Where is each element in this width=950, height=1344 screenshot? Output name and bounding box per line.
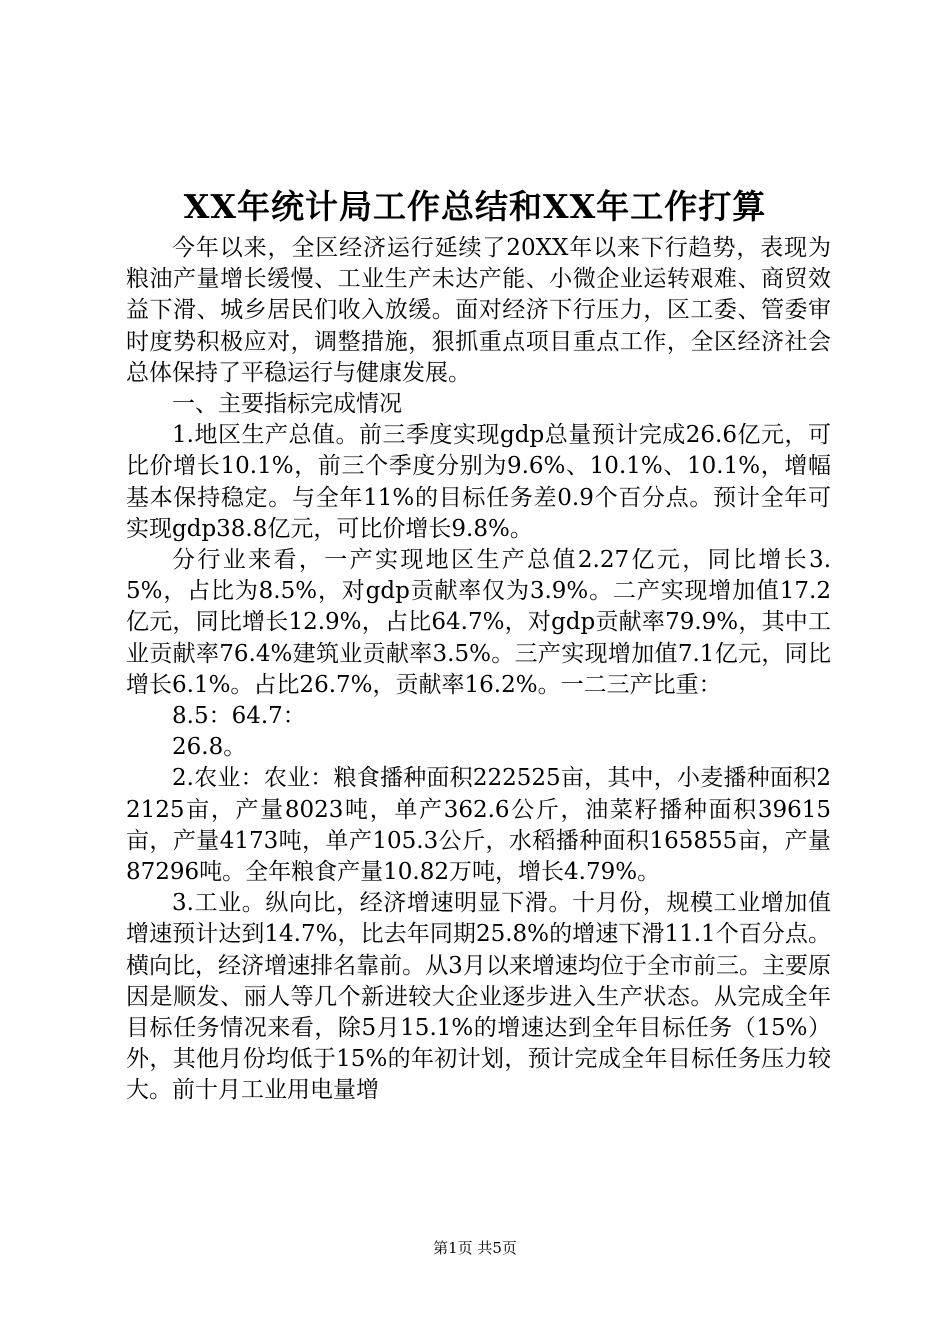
ratio-line-1: 8.5：64.7：: [172, 703, 306, 730]
intro-paragraph: 今年以来，全区经济运行延续了20XX年以来下行趋势，表现为粮油产量增长缓慢、工业生产未达产能、小微企业运转艰难、商贸效益下滑、城乡居民们收入放缓。面对经济下行压力，区工委、管委审时度势积极应对，调整措施，狠抓重点项目重点工作，全区经济社会总体保持了平稳运行与健康发展。: [126, 235, 831, 386]
agriculture-paragraph: 2.农业：农业：粮食播种面积222525亩，其中，小麦播种面积22125亩，产量8023吨，单产362.6公斤，油菜籽播种面积39615亩，产量4173吨，单产105.3公斤，水稻播种面积165855亩，产量87296吨。全年粮食产量10.82万吨，增长4.79%。: [126, 765, 831, 886]
section-heading-main-indicators: 一、主要指标完成情况: [172, 391, 402, 418]
page-footer: 第1页 共5页: [433, 1239, 517, 1257]
industry-paragraph: 3.工业。纵向比，经济增速明显下滑。十月份，规模工业增加值增速预计达到14.7%，比去年同期25.8%的增速下滑11.1个百分点。横向比，经济增速排名靠前。从3月以来增速均位于全市前三。主要原因是顺发、丽人等几个新进较大企业逐步进入生产状态。从完成全年目标任务情况来看，除5月15.1%的增速达到全年目标任务（15%）外，其他月份均低于15%的年初计划，预计完成全年目标任务压力较大。前十月工业用电量增: [126, 890, 831, 1104]
gdp-paragraph: 1.地区生产总值。前三季度实现gdp总量预计完成26.6亿元，可比价增长10.1%，前三个季度分别为9.6%、10.1%、10.1%，增幅基本保持稳定。与全年11%的目标任务差0.9个百分点。预计全年可实现gdp38.8亿元，可比价增长9.8%。: [126, 422, 831, 542]
document-body: [126, 233, 831, 1107]
document-title: XX年统计局工作总结和XX年工作打算: [183, 187, 767, 226]
ratio-line-2: 26.8。: [172, 734, 247, 761]
industry-breakdown-paragraph: 分行业来看，一产实现地区生产总值2.27亿元，同比增长3.5%，占比为8.5%，对gdp贡献率仅为3.9%。二产实现增加值17.2亿元，同比增长12.9%，占比64.7%，对gdp贡献率79.9%，其中工业贡献率76.4%建筑业贡献率3.5%。三产实现增加值7.1亿元，同比增长6.1%。占比26.7%，贡献率16.2%。一二三产比重：: [126, 547, 831, 698]
